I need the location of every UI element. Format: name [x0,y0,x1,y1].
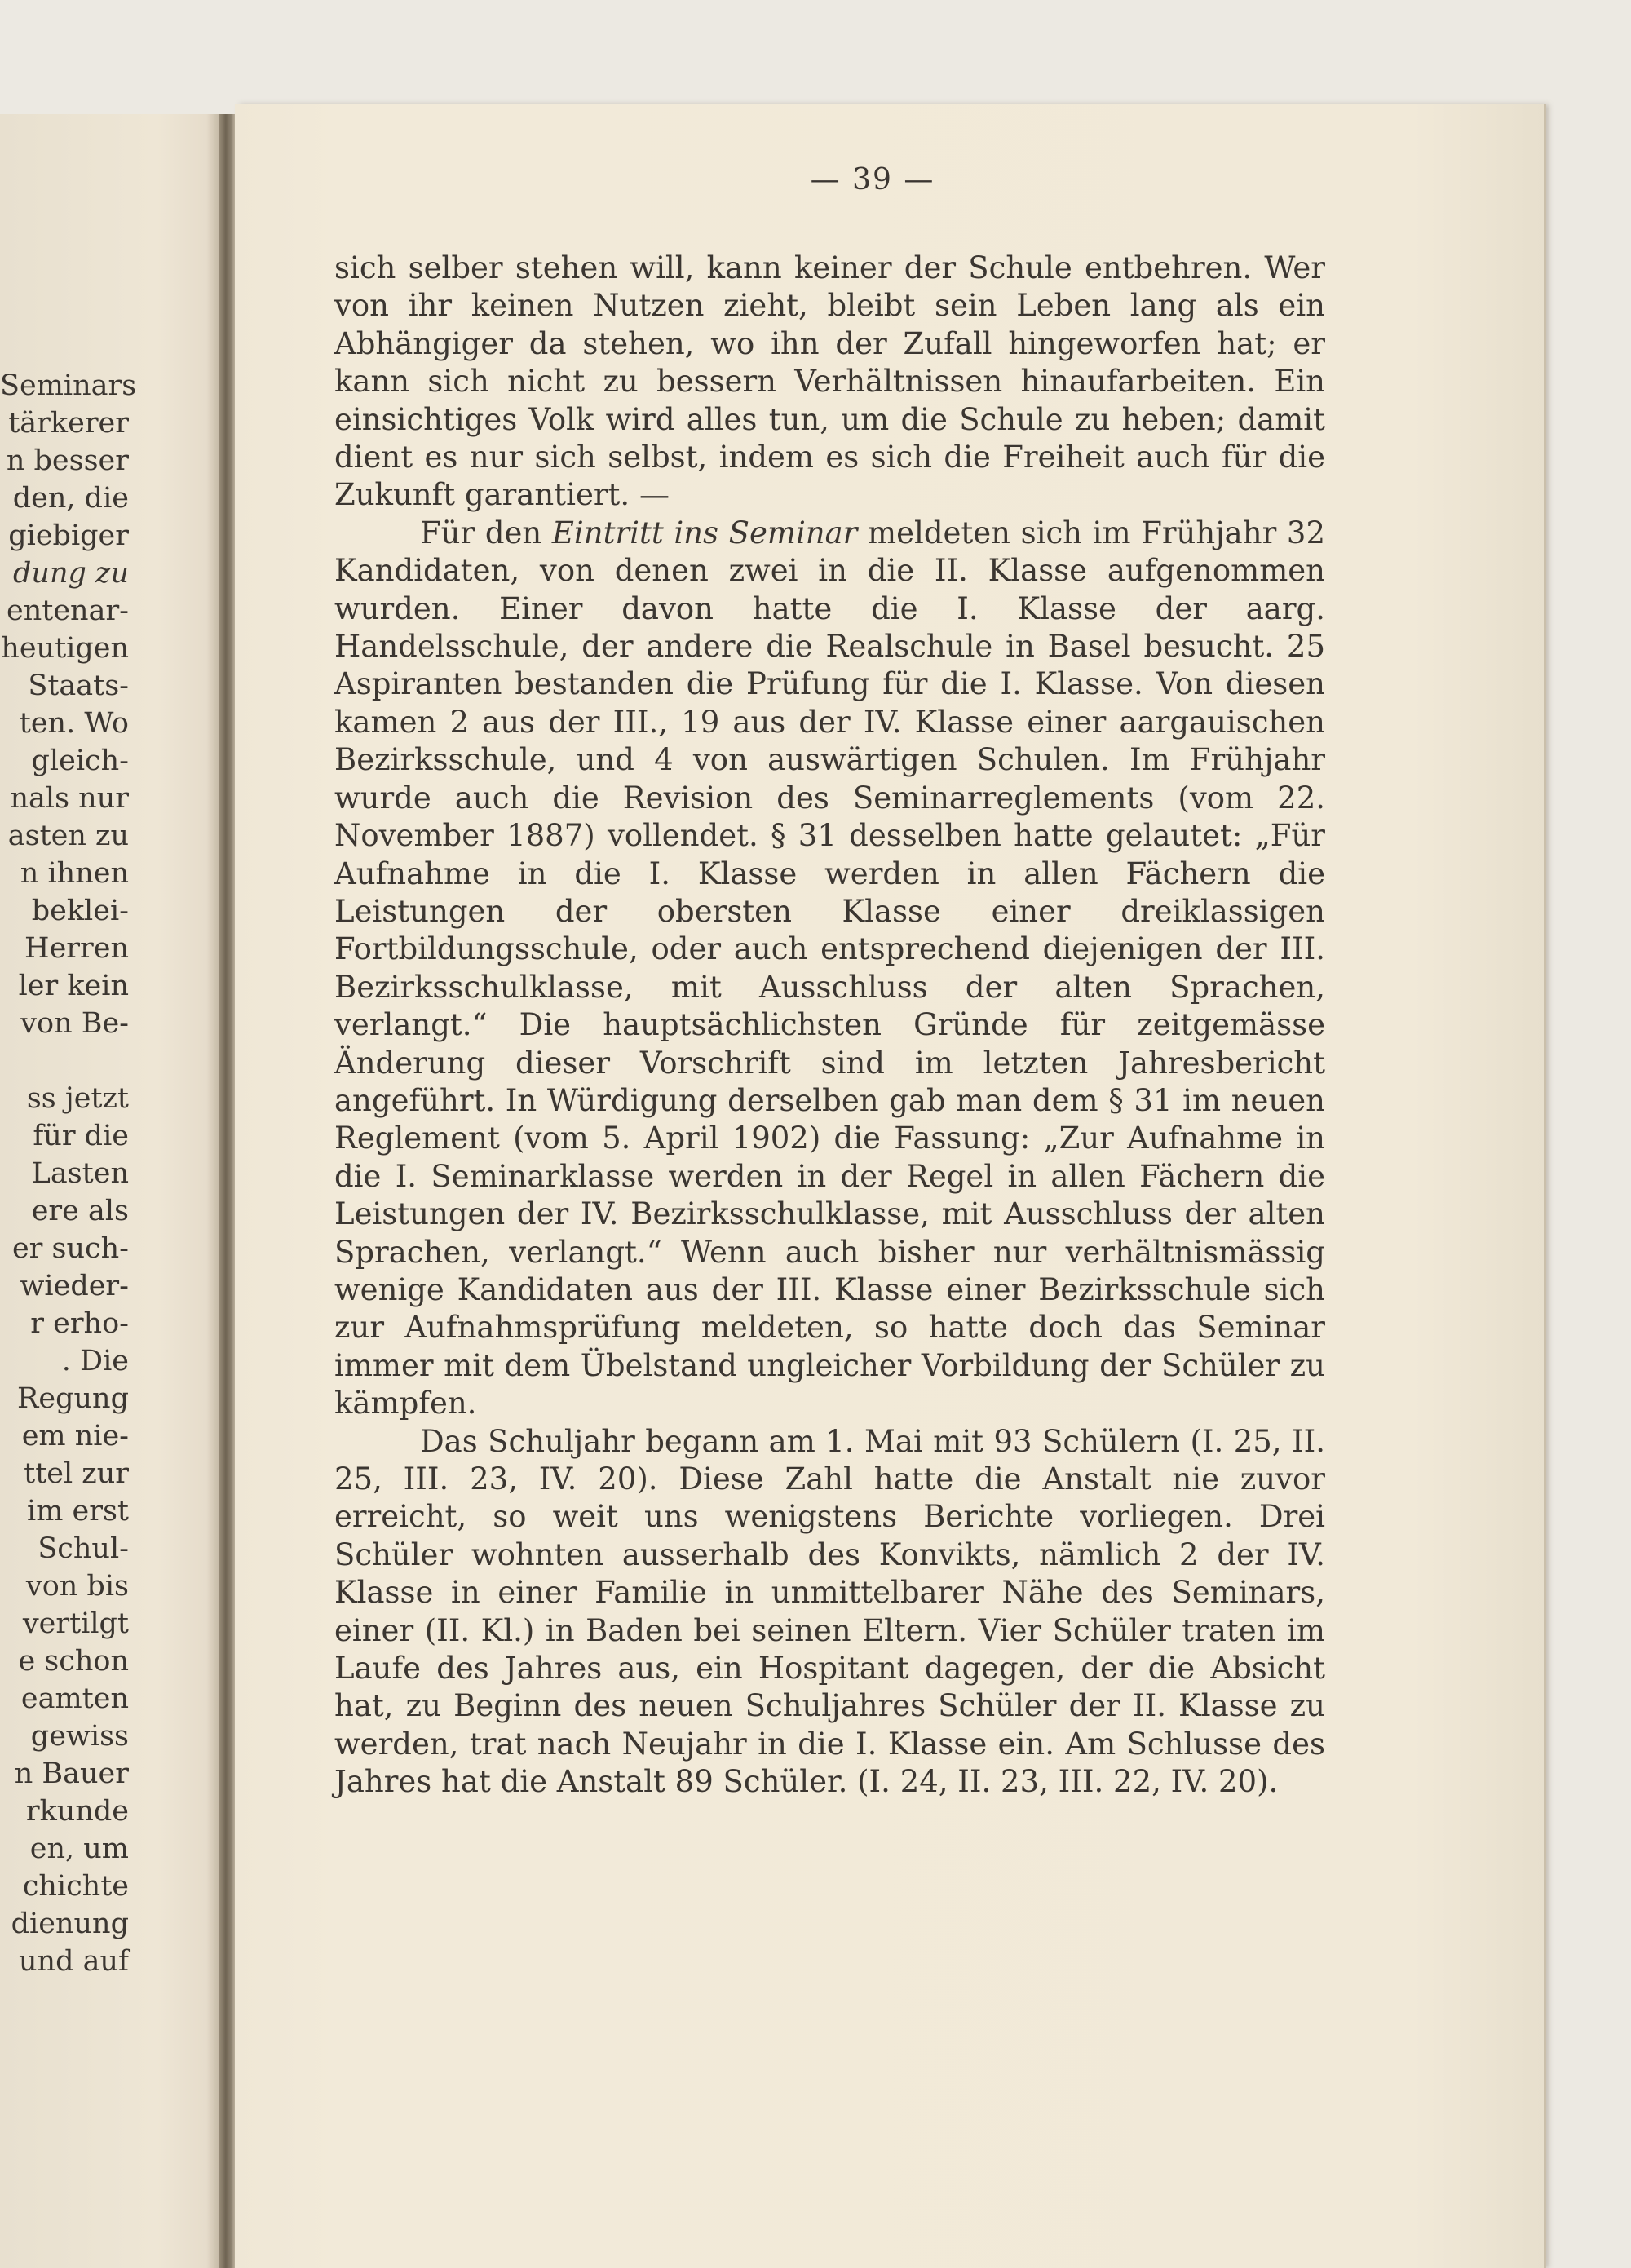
paragraph-2-emphasis: Eintritt ins Seminar [551,515,858,550]
left-page-line: dienung [11,1908,129,1940]
left-page-line: den, die [12,482,129,515]
left-page-line: Herren [24,932,129,965]
left-page-line: n besser [6,444,129,477]
left-page-line: ler kein [18,970,129,1002]
left-page-line: für die [33,1120,129,1152]
left-page-line: n ihnen [20,857,129,890]
left-page-line: em nie- [21,1420,129,1452]
left-page-line: . Die [61,1345,129,1377]
left-page-line: ss jetzt [26,1082,129,1115]
left-page-line: giebiger [8,519,129,552]
book-gutter [219,114,236,2268]
left-page-line: rkunde [25,1795,129,1828]
left-page-line: von bis [25,1570,129,1603]
left-page-line: nals nur [10,782,129,815]
left-page-line: Schul- [38,1532,129,1565]
left-page-line: wieder- [20,1270,129,1302]
left-page-line [0,1042,129,1080]
left-page-line: beklei- [31,895,129,927]
left-page-line: er such- [11,1232,129,1265]
left-page-line: ttel zur [24,1457,129,1490]
left-page-line: heutigen [1,632,129,665]
left-page-line: tärkerer [8,407,129,440]
page-number [0,163,1631,197]
left-page-line: n Bauer [14,1757,129,1790]
page-edge [1544,104,1546,2268]
left-page-line: e schon [18,1645,129,1678]
left-page-line: im erst [27,1495,129,1527]
left-page-line: Seminars [0,369,137,402]
page-number-text: — 39 — [810,163,935,197]
left-page-line: von Be- [20,1007,129,1040]
left-page-line: Staats- [28,670,129,702]
paragraph-2-lead: Für den [420,515,542,550]
left-page-line: entenar- [7,595,129,627]
left-page-line: dung zu [13,557,129,590]
left-page-line: r erho- [30,1307,129,1340]
left-page-line: chichte [22,1870,129,1903]
left-page-line: vertilgt [22,1607,129,1640]
left-page-line: eamten [20,1682,129,1715]
body-text [334,250,1325,1802]
left-page-text-fragments [0,367,137,1980]
left-page-line: Regung [17,1382,129,1415]
left-page-line: asten zu [7,820,129,852]
left-page-line: und auf [19,1945,129,1978]
left-page-line: en, um [29,1833,129,1865]
paragraph-3: Das Schuljahr begann am 1. Mai mit 93 Schülern (I. 25, II. 25, III. 23, IV. 20). Diese Zahl hatte die Anstalt nie zuvor erreicht, so weit uns wenigstens Berichte vorliegen. Drei Schüler wohnten ausserhalb des Konvikts, nämlich 2 der IV. Klasse in einer Familie in unmittelbarer Nähe des Seminars, einer (II. Kl.) in Baden bei seinen Eltern. Vier Schüler traten im Laufe des Jahres aus, ein Hospitant dagegen, der die Absicht hat, zu Beginn des neuen Schuljahres Schüler der II. Klasse zu werden, trat nach Neujahr in die I. Klasse ein. Am Schlusse des Jahres hat die Anstalt 89 Schüler. (I. 24, II. 23, III. 22, IV. 20). [334,1423,1325,1800]
paragraph-2 [334,515,1325,1423]
left-page-line: gewiss [30,1720,129,1753]
left-page-line: gleich- [31,745,129,777]
left-page-line: ten. Wo [19,707,129,740]
left-page-line: ere als [31,1195,129,1227]
left-page [0,114,224,2268]
paragraph-1: sich selber stehen will, kann keiner der Schule entbehren. Wer von ihr keinen Nutzen zieht, bleibt sein Leben lang als ein Abhängiger da stehen, wo ihn der Zufall hingeworfen hat; er kann sich nicht zu bessern Verhältnissen hinaufarbeiten. Ein einsichtiges Volk wird alles tun, um die Schule zu heben; damit dient es nur sich selbst, indem es sich die Freiheit auch für die Zukunft garantiert. — [334,250,1325,513]
left-page-line: Lasten [31,1157,129,1190]
paragraph-2-rest: meldeten sich im Frühjahr 32 Kandidaten, von denen zwei in die II. Klasse aufgenommen wurden. Einer davon hatte die I. Klasse der aarg. Handelsschule, der andere die Realschule in Basel besucht. 25 Aspiranten bestanden die Prüfung für die I. Klasse. Von diesen kamen 2 aus der III., 19 aus der IV. Klasse einer aargauischen Bezirksschule, und 4 von auswärtigen Schulen. Im Frühjahr wurde auch die Revision des Seminarreglements (vom 22. November 1887) vollendet. § 31 desselben hatte gelautet: „Für Aufnahme in die I. Klasse werden in allen Fächern die Leistungen der obersten Klasse einer dreiklassigen Fortbildungsschule, oder auch entsprechend diejenigen der III. Bezirksschulklasse, mit Ausschluss der alten Sprachen, verlangt.“ Die hauptsächlichsten Gründe für zeitgemässe Änderung dieser Vorschrift sind im letzten Jahresbericht angeführt. In Würdigung derselben gab man dem § 31 im neuen Reglement (vom 5. April 1902) die Fassung: „Zur Aufnahme in die I. Seminarklasse werden in der Regel in allen Fächern die Leistungen der IV. Bezirksschulklasse, mit Ausschluss der alten Sprachen, verlangt.“ Wenn auch bisher nur verhältnismässig wenige Kandidaten aus der III. Klasse einer Bezirksschule sich zur Aufnahmsprüfung meldeten, so hatte doch das Seminar immer mit dem Übelstand ungleicher Vorbildung der Schüler zu kämpfen. [334,515,1325,1421]
